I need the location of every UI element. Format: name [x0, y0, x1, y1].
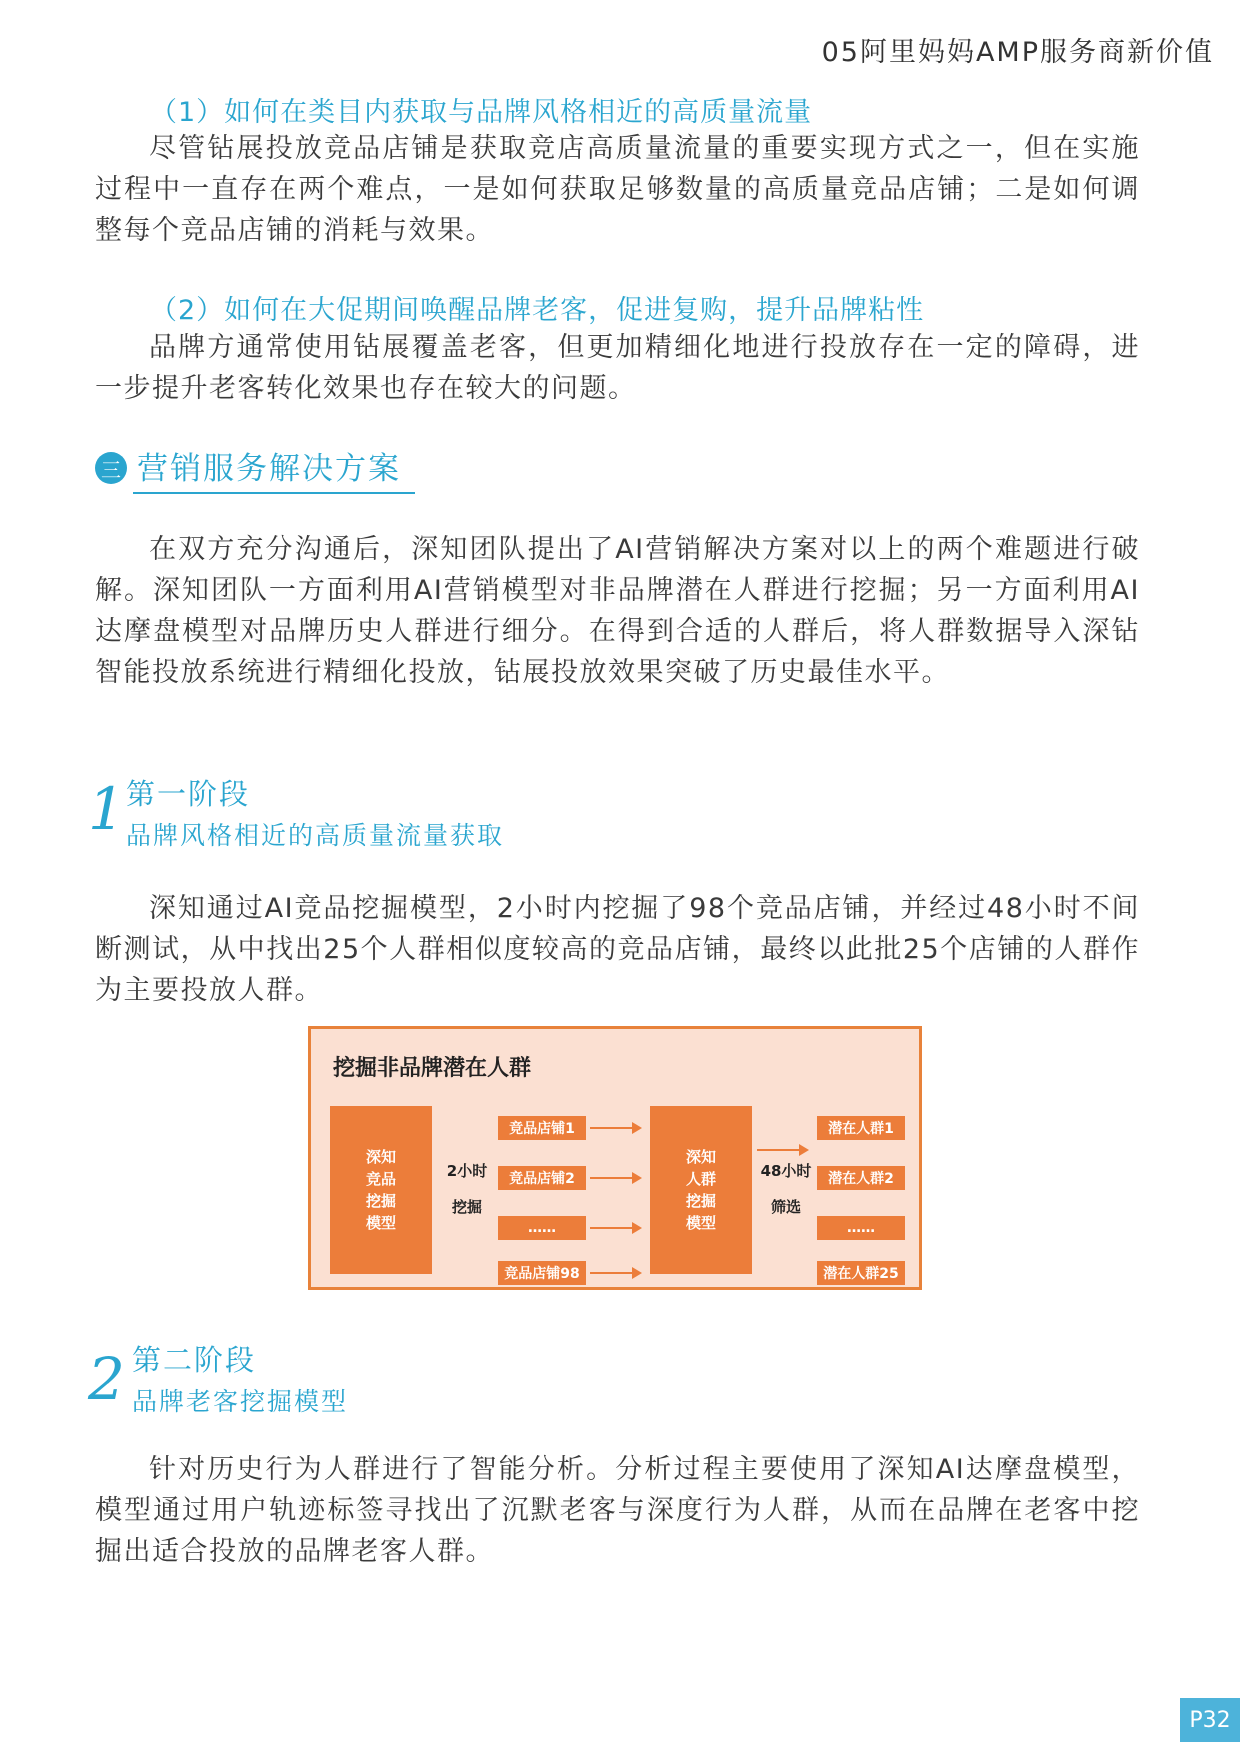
- crowd-box-1: 潜在人群1: [817, 1116, 905, 1140]
- subheading-1: （1）如何在类目内获取与品牌风格相近的高质量流量: [150, 97, 813, 128]
- crowd-box-ellipsis: ……: [817, 1216, 905, 1240]
- stage-2-subtitle: 品牌老客挖掘模型: [132, 1387, 349, 1416]
- crowd-box-2: 潜在人群2: [817, 1166, 905, 1190]
- paragraph-1: 尽管钻展投放竞品店铺是获取竞店高质量流量的重要实现方式之一，但在实施过程中一直存在两个难点，一是如何获取足够数量的高质量竞品店铺；二是如何调整每个竞品店铺的消耗与效果。: [95, 133, 1140, 246]
- page-number: P32: [1180, 1698, 1240, 1742]
- paragraph-5: 针对历史行为人群进行了智能分析。分析过程主要使用了深知AI达摩盘模型，模型通过用户轨迹标签寻找出了沉默老客与深度行为人群，从而在品牌在老客中挖掘出适合投放的品牌老客人群。: [95, 1454, 1140, 1567]
- left-action-label: 挖掘: [451, 1198, 482, 1216]
- section-number-badge: 三: [95, 452, 127, 484]
- arrow-to-crowds: [757, 1149, 807, 1151]
- section-heading: [95, 446, 415, 490]
- competitor-mining-model-box: 深知 竞品 挖掘 模型: [330, 1106, 432, 1274]
- crowd-mining-diagram: [308, 1026, 922, 1290]
- store-box-2: 竞品店铺2: [498, 1166, 586, 1190]
- store-box-98: 竞品店铺98: [498, 1261, 586, 1285]
- right-duration-label: 48小时: [760, 1162, 812, 1180]
- arrow-store-2: [590, 1177, 640, 1179]
- arrow-store-1: [590, 1127, 640, 1129]
- stage-2-title: 第二阶段: [132, 1343, 257, 1377]
- stage-1-heading: [88, 772, 688, 852]
- paragraph-4: 深知通过AI竞品挖掘模型，2小时内挖掘了98个竞品店铺，并经过48小时不间断测试，从中找出25个人群相似度较高的竞品店铺，最终以此批25个店铺的人群作为主要投放人群。: [95, 893, 1140, 1006]
- stage-2-heading: [88, 1338, 688, 1418]
- left-duration-label: 2小时: [446, 1162, 488, 1180]
- arrow-store-ellipsis: [590, 1227, 640, 1229]
- stage-2-number: 2: [88, 1345, 125, 1413]
- right-action-label: 筛选: [770, 1198, 801, 1216]
- stage-1-subtitle: 品牌风格相近的高质量流量获取: [126, 821, 505, 850]
- crowd-mining-model-box: 深知 人群 挖掘 模型: [650, 1106, 752, 1274]
- stage-1-title: 第一阶段: [126, 777, 251, 811]
- arrow-store-98: [590, 1272, 640, 1274]
- stage-1-number: 1: [88, 775, 125, 843]
- store-box-1: 竞品店铺1: [498, 1116, 586, 1140]
- crowd-box-25: 潜在人群25: [817, 1261, 905, 1285]
- section-title: 营销服务解决方案: [133, 443, 415, 494]
- page-header-title: 05阿里妈妈AMP服务商新价值: [821, 37, 1214, 68]
- paragraph-2: 品牌方通常使用钻展覆盖老客，但更加精细化地进行投放存在一定的障碍，进一步提升老客转化效果也存在较大的问题。: [95, 332, 1140, 404]
- store-box-ellipsis: ……: [498, 1216, 586, 1240]
- diagram-title: 挖掘非品牌潜在人群: [333, 1056, 532, 1081]
- paragraph-3: 在双方充分沟通后，深知团队提出了AI营销解决方案对以上的两个难题进行破解。深知团队一方面利用AI营销模型对非品牌潜在人群进行挖掘；另一方面利用AI达摩盘模型对品牌历史人群进行细分。在得到合适的人群后，将人群数据导入深钻智能投放系统进行精细化投放，钻展投放效果突破了历史最佳水平。: [95, 534, 1140, 688]
- subheading-2: （2）如何在大促期间唤醒品牌老客，促进复购，提升品牌粘性: [150, 295, 925, 326]
